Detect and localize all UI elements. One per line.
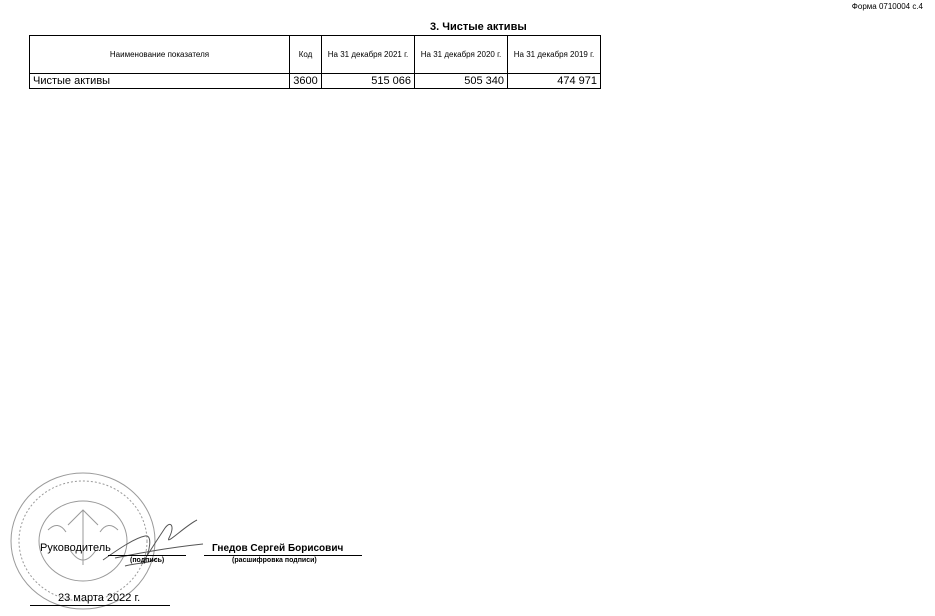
header-2019: На 31 декабря 2019 г. bbox=[508, 36, 601, 74]
header-2020: На 31 декабря 2020 г. bbox=[415, 36, 508, 74]
value-2021: 515 066 bbox=[322, 74, 415, 89]
row-code: 3600 bbox=[290, 74, 322, 89]
signature-line bbox=[108, 555, 186, 556]
header-name: Наименование показателя bbox=[30, 36, 290, 74]
section-title: 3. Чистые активы bbox=[430, 21, 527, 33]
name-line bbox=[204, 555, 362, 556]
form-code: Форма 0710004 с.4 bbox=[851, 2, 923, 11]
signature-caption: (подпись) bbox=[130, 557, 165, 564]
signature-mark bbox=[95, 508, 205, 578]
table-header-row bbox=[30, 36, 601, 74]
name-caption: (расшифровка подписи) bbox=[232, 557, 317, 564]
row-name: Чистые активы bbox=[30, 74, 290, 89]
header-code: Код bbox=[290, 36, 322, 74]
date-line bbox=[30, 605, 170, 606]
table-row bbox=[30, 74, 601, 89]
header-2021: На 31 декабря 2021 г. bbox=[322, 36, 415, 74]
sign-date: 23 марта 2022 г. bbox=[58, 592, 141, 604]
net-assets-table bbox=[29, 35, 601, 89]
signer-name: Гнедов Сергей Борисович bbox=[212, 543, 344, 554]
signer-role: Руководитель bbox=[40, 542, 111, 554]
value-2019: 474 971 bbox=[508, 74, 601, 89]
value-2020: 505 340 bbox=[415, 74, 508, 89]
